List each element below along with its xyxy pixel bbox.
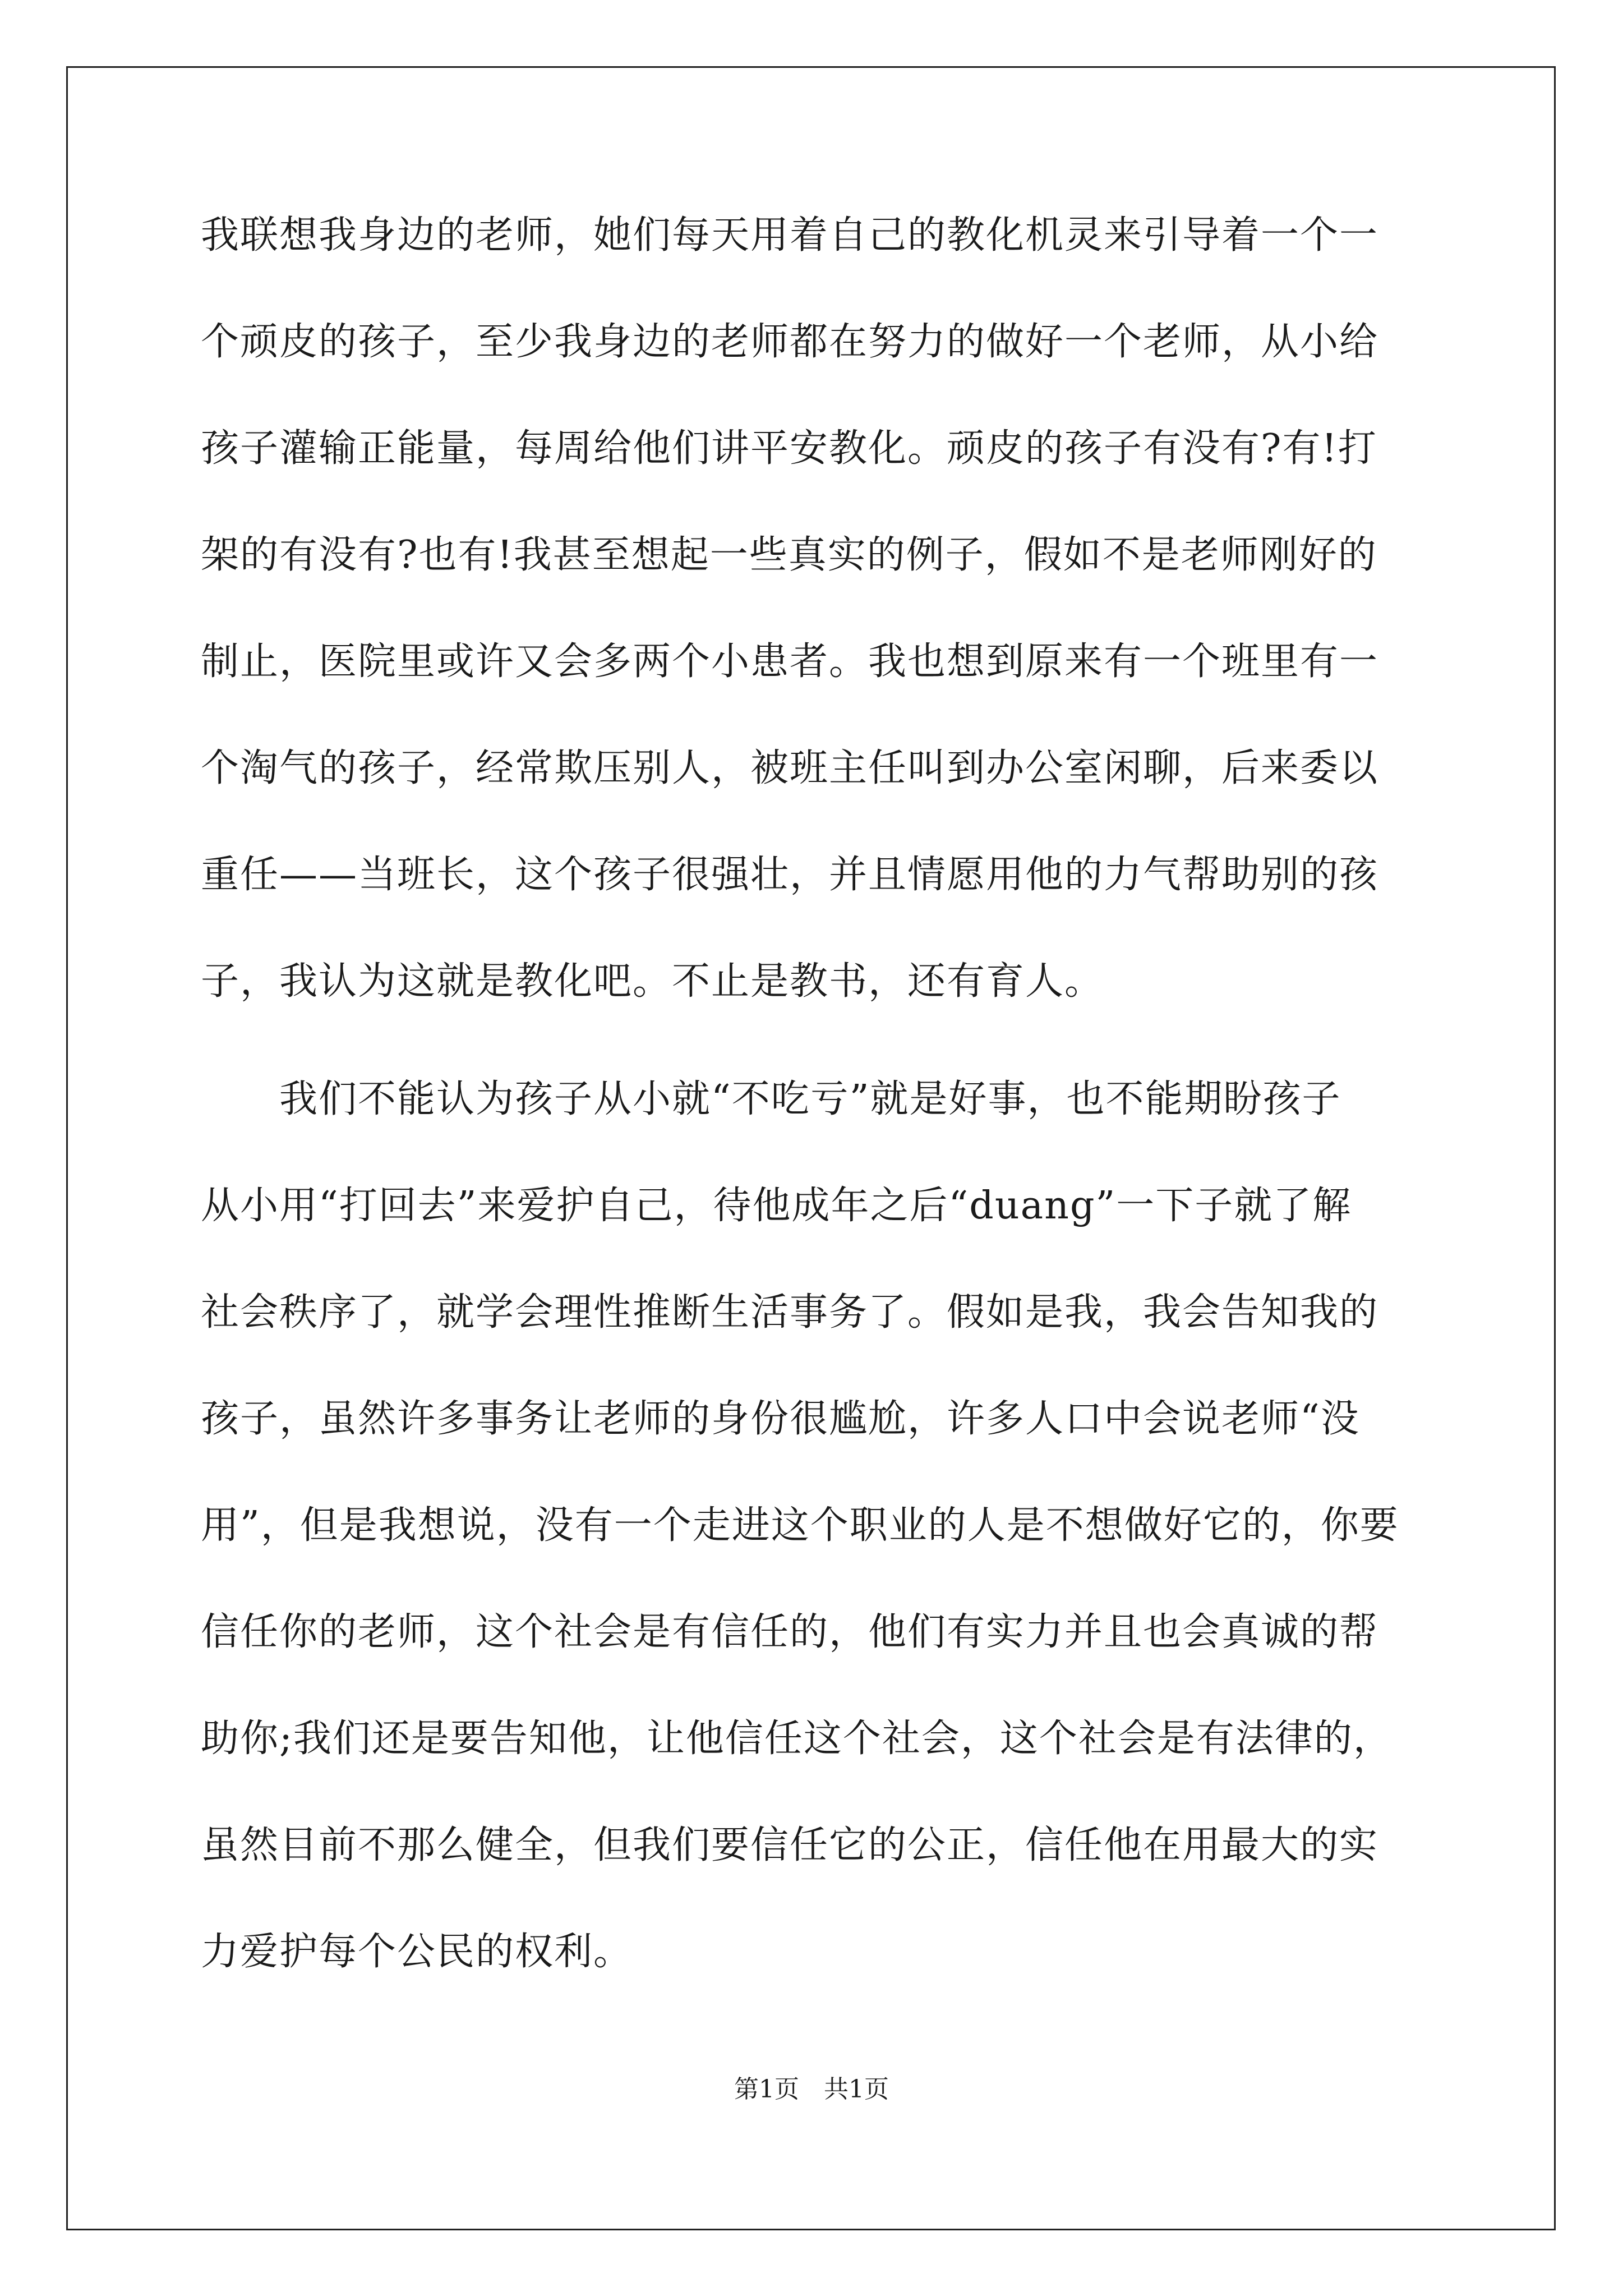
text-line-3: 孩子灌输正能量，每周给他们讲平安教化。顽皮的孩子有没有?有!打 bbox=[201, 426, 1377, 471]
text-line-13: 用”，但是我想说，没有一个走进这个职业的人是不想做好它的，你要 bbox=[201, 1503, 1399, 1548]
text-line-6: 个淘气的孩子，经常欺压别人，被班主任叫到办公室闲聊，后来委以 bbox=[201, 746, 1379, 790]
text-line-1: 我联想我身边的老师，她们每天用着自己的教化机灵来引导着一个一 bbox=[201, 213, 1379, 257]
text-line-11: 社会秩序了，就学会理性推断生活事务了。假如是我，我会告知我的 bbox=[201, 1290, 1379, 1335]
text-line-4: 架的有没有?也有!我甚至想起一些真实的例子，假如不是老师刚好的 bbox=[201, 533, 1377, 577]
text-line-9: 我们不能认为孩子从小就“不吃亏”就是好事，也不能期盼孩子 bbox=[201, 1077, 1341, 1121]
text-line-16: 虽然目前不那么健全，但我们要信任它的公正，信任他在用最大的实 bbox=[201, 1823, 1379, 1867]
text-line-5: 制止，医院里或许又会多两个小患者。我也想到原来有一个班里有一 bbox=[201, 639, 1379, 684]
text-line-10: 从小用“打回去”来爱护自己，待他成年之后“duang”一下子就了解 bbox=[201, 1184, 1352, 1228]
text-line-8: 子，我认为这就是教化吧。不止是教书，还有育人。 bbox=[201, 959, 1104, 1004]
text-line-17: 力爱护每个公民的权利。 bbox=[201, 1930, 633, 1974]
text-line-15: 助你;我们还是要告知他，让他信任这个社会，这个社会是有法律的， bbox=[201, 1717, 1393, 1761]
text-line-7: 重任——当班长，这个孩子很强壮，并且情愿用他的力气帮助别的孩 bbox=[201, 853, 1379, 897]
text-line-12: 孩子，虽然许多事务让老师的身份很尴尬，许多人口中会说老师“没 bbox=[201, 1397, 1360, 1441]
page-border bbox=[66, 66, 1556, 2230]
text-line-14: 信任你的老师，这个社会是有信任的，他们有实力并且也会真诚的帮 bbox=[201, 1610, 1379, 1654]
page-number-footer: 第1页 共1页 bbox=[734, 2075, 889, 2104]
text-line-2: 个顽皮的孩子，至少我身边的老师都在努力的做好一个老师，从小给 bbox=[201, 320, 1379, 364]
